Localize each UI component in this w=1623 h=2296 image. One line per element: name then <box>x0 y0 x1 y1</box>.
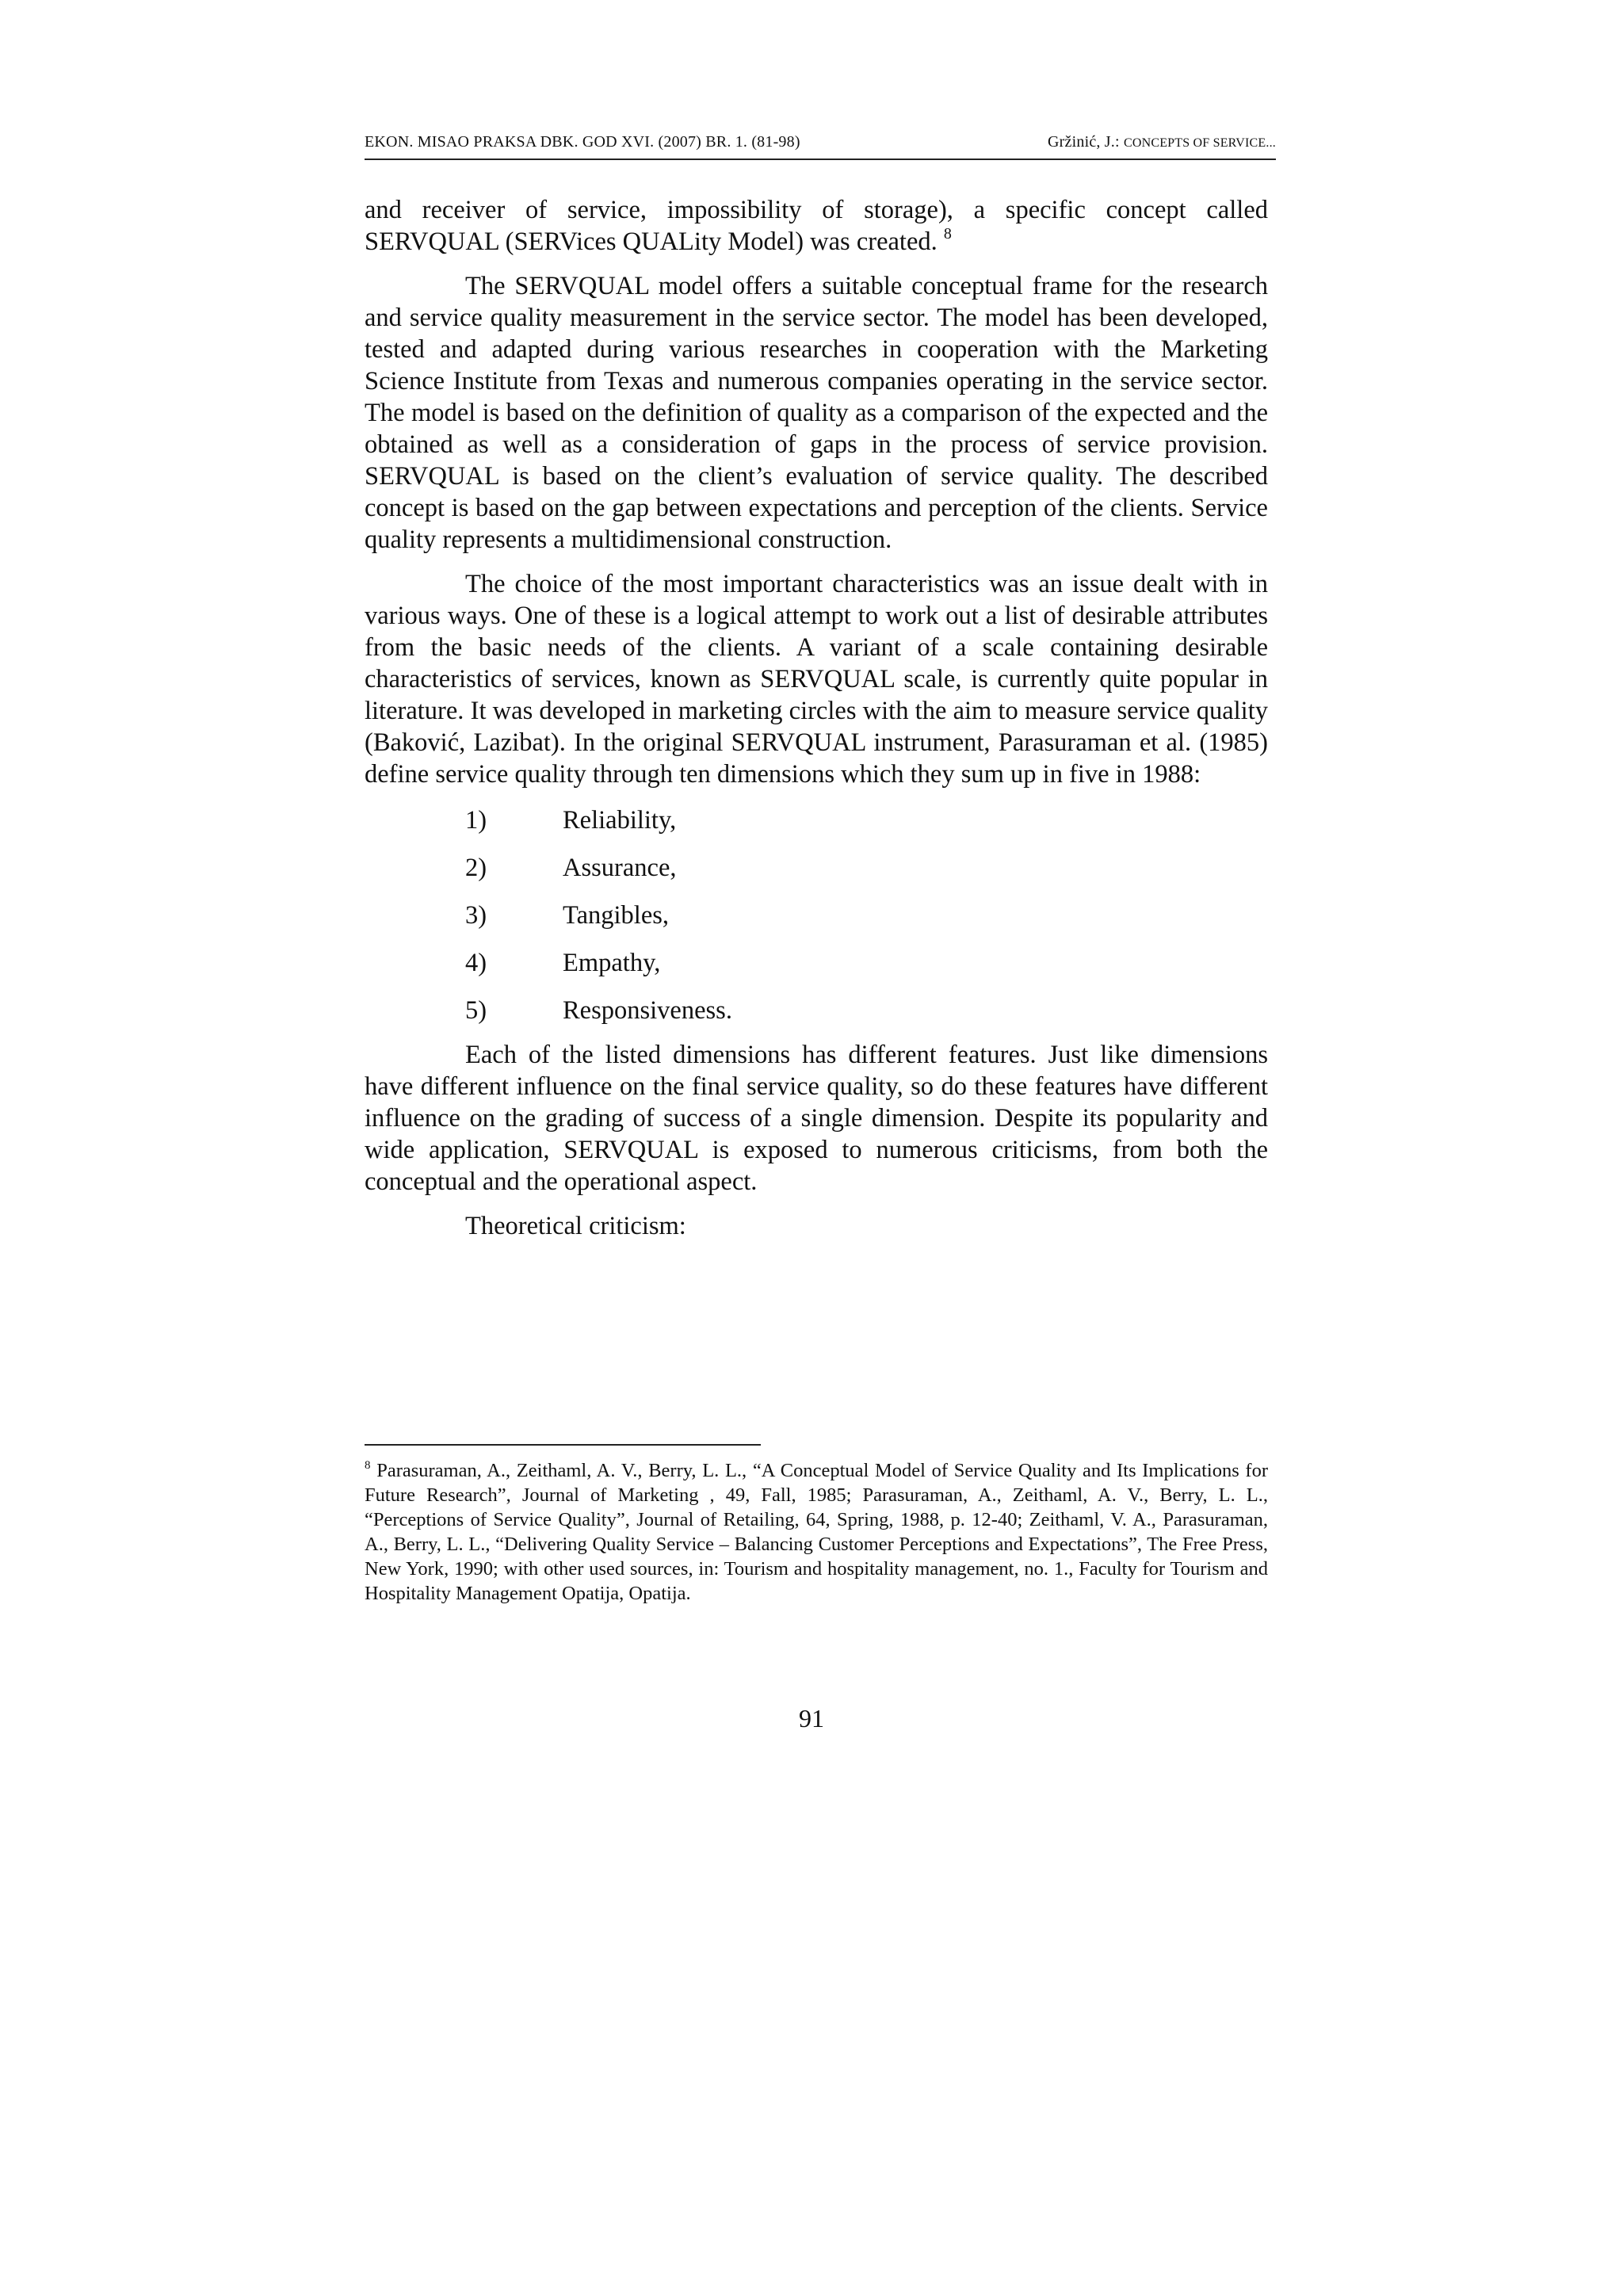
running-header <box>365 133 1276 160</box>
paragraph-2: The SERVQUAL model offers a suitable conceptual frame for the research and service quality measurement in the service sector. The model has been developed, tested and adapted during various researches in cooperation with the Marketing Science Institute from Texas and numerous companies operating in the service sector. The model is based on the definition of quality as a comparison of the expected and the obtained as well as a consideration of gaps in the process of service provision. SERVQUAL is based on the client’s evaluation of service quality. The described concept is based on the gap between expectations and perception of the clients. Service quality represents a multidimensional construction. <box>365 272 1268 554</box>
list-item <box>365 852 1268 884</box>
paragraph-4: Each of the listed dimensions has different features. Just like dimensions have different influence on the final service quality, so do these features have different influence on the grading of success of a single dimension. Despite its popularity and wide application, SERVQUAL is exposed to numerous criticisms, from both the conceptual and the operational aspect. <box>365 1041 1268 1196</box>
list-number: 2) <box>465 854 487 882</box>
main-text <box>365 194 1268 1242</box>
article-short-title: CONCEPTS OF SERVICE... <box>1123 136 1276 150</box>
list-item <box>365 947 1268 979</box>
paragraph-3: The choice of the most important characteristics was an issue dealt with in various ways. One of these is a logical attempt to work out a list of desirable attributes from the basic needs of the clients. A variant of a scale containing desirable characteristics of services, known as SERVQUAL scale, is currently quite popular in literature. It was developed in marketing circles with the aim to measure service quality (Baković, Lazibat). In the original SERVQUAL instrument, Parasuraman et al. (1985) define service quality through ten dimensions which they sum up in five in 1988: <box>365 570 1268 789</box>
footnote <box>365 1458 1268 1606</box>
list-number: 4) <box>465 949 487 977</box>
list-item <box>365 804 1268 836</box>
list-text: Empathy, <box>563 949 661 977</box>
list-number: 5) <box>465 996 487 1025</box>
list-item <box>365 900 1268 931</box>
article-author-title <box>1048 133 1276 151</box>
list-text: Assurance, <box>563 854 677 882</box>
page-number: 91 <box>799 1704 824 1733</box>
journal-citation: EKON. MISAO PRAKSA DBK. GOD XVI. (2007) BR. 1. (81-98) <box>365 133 800 151</box>
list-item <box>365 995 1268 1026</box>
dimensions-list <box>365 804 1268 1026</box>
paragraph-1 <box>365 194 1268 258</box>
article-author: Gržinić, J.: <box>1048 133 1120 151</box>
list-text: Reliability, <box>563 806 677 835</box>
footnote-divider <box>365 1444 761 1446</box>
footnote-text: Parasuraman, A., Zeithaml, A. V., Berry, L. L., “A Conceptual Model of Service Quality and Its Implications for Future Research”, Journal of Marketing , 49, Fall, 1985; Parasuraman, A., Zeithaml, A. V., Berry, L. L., “Perceptions of Service Quality”, Journal of Retailing, 64, Spring, 1988, p. 12-40; Zeithaml, V. A., Parasuraman, A., Berry, L. L., “Delivering Quality Service – Balancing Customer Perceptions and Expectations”, The Free Press, New York, 1990; with other used sources, in: Tourism and hospitality management, no. 1., Faculty for Tourism and Hospitality Management Opatija, Opatija. <box>365 1460 1268 1604</box>
paragraph-1-text: and receiver of service, impossibility of storage), a specific concept called SERVQUAL (SERVices QUALity Model) was created. <box>365 196 1268 256</box>
list-text: Tangibles, <box>563 901 670 930</box>
list-text: Responsiveness. <box>563 996 732 1025</box>
paragraph-5: Theoretical criticism: <box>465 1212 686 1240</box>
footnote-reference: 8 <box>943 225 952 243</box>
list-number: 3) <box>465 901 487 930</box>
footnote-mark: 8 <box>365 1459 371 1472</box>
list-number: 1) <box>465 806 487 835</box>
